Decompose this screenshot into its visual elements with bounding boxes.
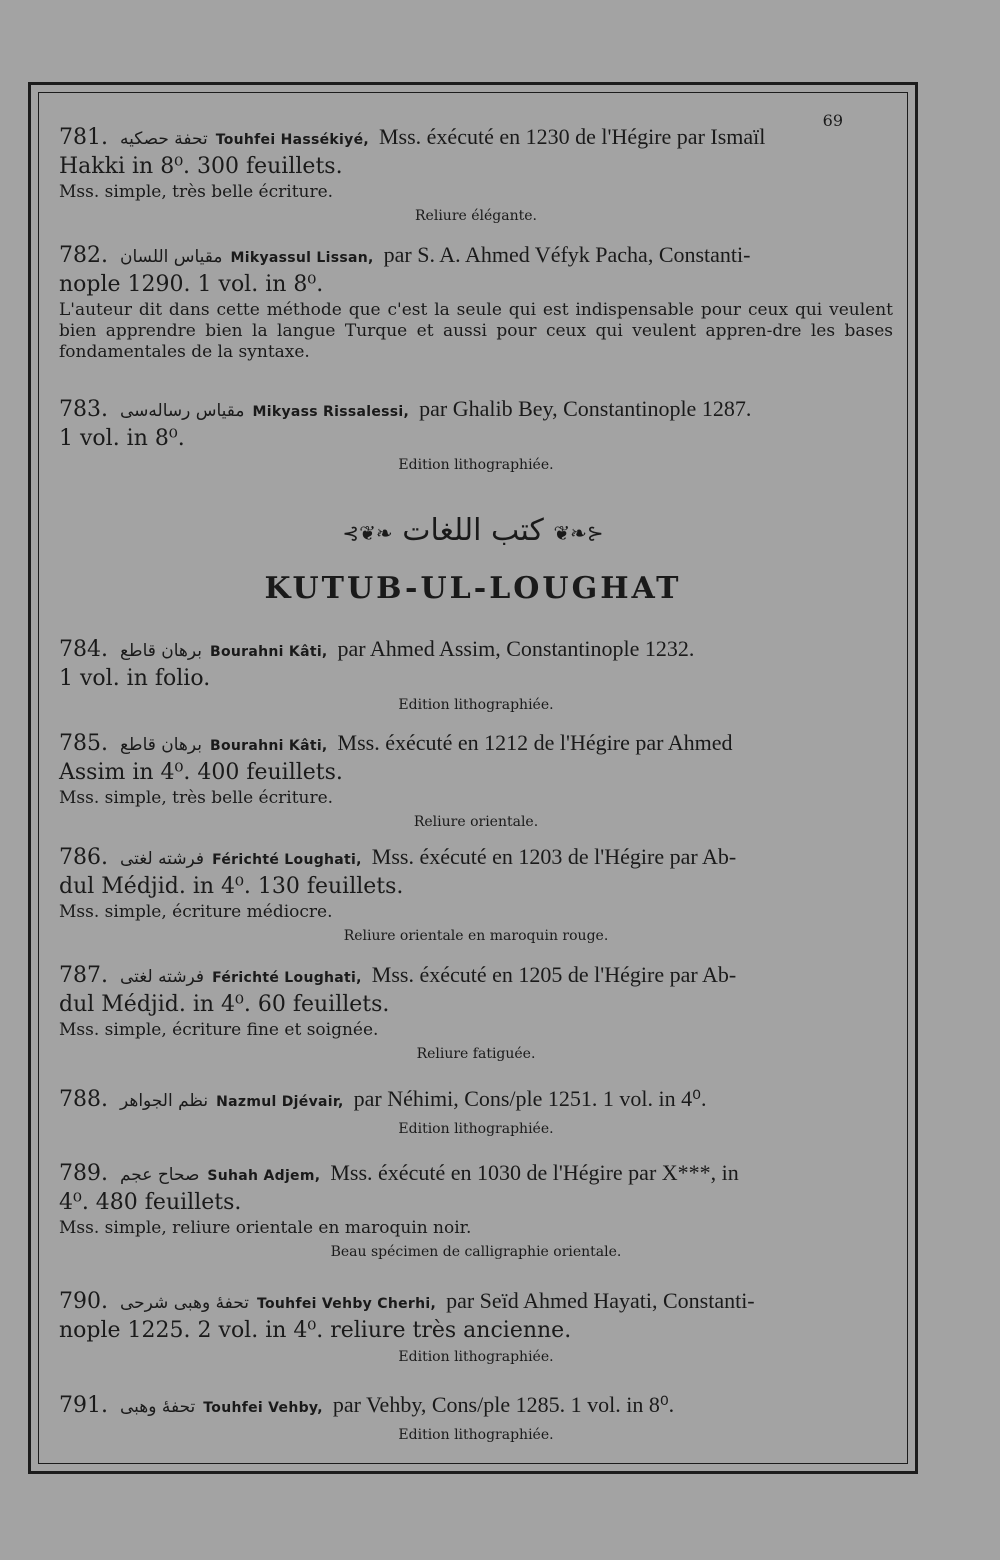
transliterated-title: Bourahni Kâti,	[210, 738, 328, 754]
entry-continuation: dul Médjid. in 4⁰. 60 feuillets.	[59, 992, 390, 1017]
entry-number: 787.	[59, 963, 108, 988]
entry-note: Mss. simple, écriture fine et soignée.	[59, 1020, 379, 1040]
catalog-entry-785	[59, 729, 893, 830]
arabic-title: تحفة حصكيه	[119, 129, 208, 149]
section-arabic-heading	[39, 513, 907, 548]
arabic-title: نظم الجواهر	[119, 1091, 209, 1111]
entry-heading	[59, 1085, 893, 1116]
entry-number: 786.	[59, 845, 108, 870]
catalog-entry-782	[59, 241, 893, 363]
entry-description: Mss. éxécuté en 1212 de l'Hégire par Ahmed	[337, 730, 733, 755]
entry-heading	[59, 843, 893, 874]
entry-continuation: Hakki in 8⁰. 300 feuillets.	[59, 154, 343, 179]
catalog-entry-790	[59, 1287, 893, 1365]
entry-number: 790.	[59, 1289, 108, 1314]
arabic-title: تحفهٔ وهبی	[119, 1397, 196, 1417]
entry-heading	[59, 123, 893, 154]
entry-continuation: dul Médjid. in 4⁰. 130 feuillets.	[59, 874, 404, 899]
entry-heading	[59, 635, 893, 666]
entry-binding: Reliure fatiguée.	[416, 1046, 536, 1062]
entry-heading	[59, 729, 893, 760]
entry-note: Mss. simple, très belle écriture.	[59, 182, 334, 202]
entry-continuation: 1 vol. in folio.	[59, 666, 211, 691]
page-content	[38, 92, 908, 1464]
entry-continuation: nople 1290. 1 vol. in 8⁰.	[59, 272, 324, 297]
entry-description: Mss. éxécuté en 1203 de l'Hégire par Ab-	[371, 844, 737, 869]
entry-description: par Vehby, Cons/ple 1285. 1 vol. in 8⁰.	[332, 1392, 675, 1417]
entry-heading	[59, 241, 893, 272]
entry-heading	[59, 1287, 893, 1318]
entry-binding: Reliure orientale.	[413, 814, 539, 830]
entry-description: Mss. éxécuté en 1205 de l'Hégire par Ab-	[371, 962, 737, 987]
arabic-title: برهان قاطع	[119, 735, 203, 755]
ornament-left: ⊰❦❧	[342, 521, 393, 545]
catalog-entry-781	[59, 123, 893, 224]
entry-binding: Reliure orientale en maroquin rouge.	[343, 928, 609, 944]
entry-number: 782.	[59, 243, 108, 268]
catalog-entry-789	[59, 1159, 893, 1260]
catalog-entry-786	[59, 843, 893, 944]
entry-binding: Edition lithographiée.	[398, 697, 554, 713]
catalog-entry-783	[59, 395, 893, 473]
entry-description: par Ahmed Assim, Constantinople 1232.	[337, 636, 695, 661]
ornament-right: ❦❧⊱	[553, 521, 604, 545]
entry-binding: Edition lithographiée.	[398, 1349, 554, 1365]
transliterated-title: Mikyass Rissalessi,	[252, 404, 410, 420]
entry-number: 784.	[59, 637, 108, 662]
entry-description: par S. A. Ahmed Véfyk Pacha, Constanti-	[383, 242, 751, 267]
entry-number: 783.	[59, 397, 108, 422]
entry-binding: Beau spécimen de calligraphie orientale.	[330, 1244, 622, 1260]
entry-binding: Edition lithographiée.	[398, 1427, 554, 1443]
entry-description: par Ghalib Bey, Constantinople 1287.	[419, 396, 752, 421]
catalog-entry-784	[59, 635, 893, 713]
arabic-title: صحاح عجم	[119, 1165, 200, 1185]
entry-description: par Seïd Ahmed Hayati, Constanti-	[446, 1288, 755, 1313]
entry-note: L'auteur dit dans cette méthode que c'est la seule qui est indispensable pour ceux qui veulent bien apprendre bien la langue Turque et aussi pour ceux qui veulent appren-dre les bases fondamentales de la syntaxe.	[59, 300, 893, 362]
transliterated-title: Touhfei Vehby,	[203, 1400, 323, 1416]
entry-number: 789.	[59, 1161, 108, 1186]
entry-continuation: 1 vol. in 8⁰.	[59, 426, 185, 451]
entry-continuation: nople 1225. 2 vol. in 4⁰. reliure très ancienne.	[59, 1318, 572, 1343]
catalog-entry-788	[59, 1085, 893, 1137]
arabic-title: تحفهٔ وهبی شرحی	[119, 1293, 249, 1313]
transliterated-title: Nazmul Djévair,	[216, 1094, 344, 1110]
transliterated-title: Touhfei Vehby Cherhi,	[257, 1296, 437, 1312]
entry-note: Mss. simple, reliure orientale en maroquin noir.	[59, 1218, 472, 1238]
entry-continuation: 4⁰. 480 feuillets.	[59, 1190, 242, 1215]
transliterated-title: Férichté Loughati,	[212, 852, 362, 868]
transliterated-title: Férichté Loughati,	[212, 970, 362, 986]
entry-heading	[59, 1159, 893, 1190]
arabic-title: فرشته لغتی	[119, 849, 205, 869]
arabic-title: مقياس رساله‌سی	[119, 401, 245, 421]
entry-note: Mss. simple, écriture médiocre.	[59, 902, 333, 922]
arabic-title: مقياس اللسان	[119, 247, 223, 267]
entry-description: Mss. éxécuté en 1230 de l'Hégire par Ismaïl	[378, 124, 766, 149]
section-arabic-title: كتب اللغات	[402, 513, 544, 548]
arabic-title: فرشته لغتی	[119, 967, 205, 987]
entry-heading	[59, 395, 893, 426]
entry-binding: Edition lithographiée.	[398, 1121, 554, 1137]
entry-heading	[59, 961, 893, 992]
entry-description: Mss. éxécuté en 1030 de l'Hégire par X***, in	[330, 1160, 739, 1185]
entry-description: par Néhimi, Cons/ple 1251. 1 vol. in 4⁰.	[353, 1086, 707, 1111]
catalog-entry-791	[59, 1391, 893, 1443]
transliterated-title: Bourahni Kâti,	[210, 644, 328, 660]
entry-number: 788.	[59, 1087, 108, 1112]
entry-binding: Edition lithographiée.	[398, 457, 554, 473]
entry-continuation: Assim in 4⁰. 400 feuillets.	[59, 760, 343, 785]
entry-binding: Reliure élégante.	[415, 208, 537, 224]
entry-number: 791.	[59, 1393, 108, 1418]
entry-number: 785.	[59, 731, 108, 756]
arabic-title: برهان قاطع	[119, 641, 203, 661]
transliterated-title: Mikyassul Lissan,	[230, 250, 374, 266]
entry-note: Mss. simple, très belle écriture.	[59, 788, 334, 808]
section-title: KUTUB-UL-LOUGHAT	[264, 571, 682, 606]
entry-number: 781.	[59, 125, 108, 150]
transliterated-title: Suhah Adjem,	[207, 1168, 321, 1184]
catalog-entry-787	[59, 961, 893, 1062]
transliterated-title: Touhfei Hassékiyé,	[215, 132, 369, 148]
page-number: 69	[822, 111, 843, 130]
entry-heading	[59, 1391, 893, 1422]
